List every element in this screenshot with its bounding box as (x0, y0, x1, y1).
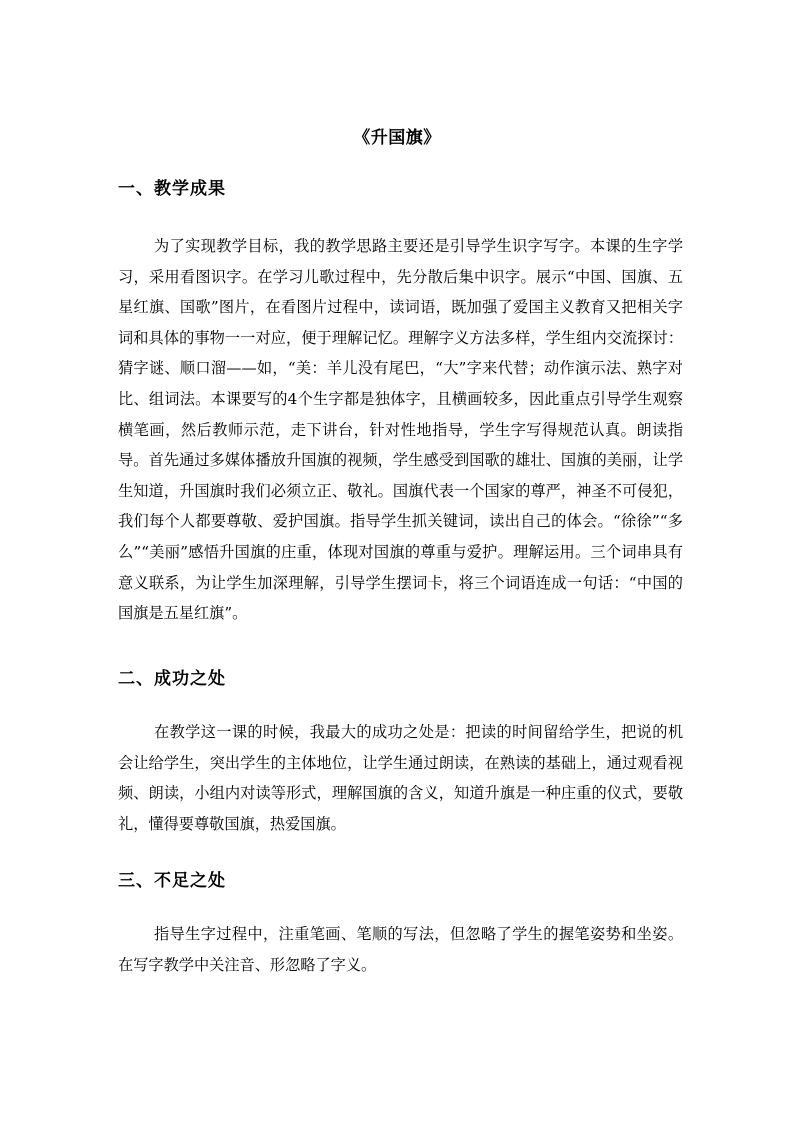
section-heading-successes: 二、成功之处 (118, 669, 226, 689)
section-body-shortcomings: 指导生字过程中，注重笔画、笔顺的写法，但忽略了学生的握笔姿势和坐姿。在写字教学中关注音、形忽略了字义。 (118, 925, 683, 974)
section-heading-teaching-results: 一、教学成果 (118, 179, 226, 199)
section-body-successes: 在教学这一课的时候，我最大的成功之处是：把读的时间留给学生，把说的机会让给学生，突出学生的主体地位，让学生通过朗读，在熟读的基础上，通过观看视频、朗读，小组内对读等形式，理解国旗的含义，知道升旗是一种庄重的仪式，要敬礼，懂得要尊敬国旗，热爱国旗。 (118, 723, 683, 833)
section-body-teaching-results: 为了实现教学目标，我的教学思路主要还是引导学生识字写字。本课的生字学习，采用看图识字。在学习儿歌过程中，先分散后集中识字。展示“中国、国旗、五星红旗、国歌”图片，在看图片过程中，读词语，既加强了爱国主义教育又把相关字词和具体的事物一一对应，便于理解记忆。理解字义方法多样，学生组内交流探讨：猜字谜、顺口溜——如，“美：羊儿没有尾巴，“大”字来代替；动作演示法、熟字对比、组词法。本课要写的4个生字都是独体字，且横画较多，因此重点引导学生观察横笔画，然后教师示范，走下讲台，针对性地指导，学生字写得规范认真。朗读指导。首先通过多媒体播放升国旗的视频，学生感受到国歌的雄壮、国旗的美丽，让学生知道，升国旗时我们必须立正、敬礼。国旗代表一个国家的尊严，神圣不可侵犯，我们每个人都要尊敬、爱护国旗。指导学生抓关键词，读出自己的体会。“徐徐”“多么”“美丽”感悟升国旗的庄重，体现对国旗的尊重与爱护。理解运用。三个词串具有意义联系，为让学生加深理解，引导学生摆词卡，将三个词语连成一句话：“中国的国旗是五星红旗”。 (118, 237, 683, 623)
document-title: 《升国旗》 (353, 128, 441, 148)
section-heading-shortcomings: 三、不足之处 (118, 871, 226, 891)
